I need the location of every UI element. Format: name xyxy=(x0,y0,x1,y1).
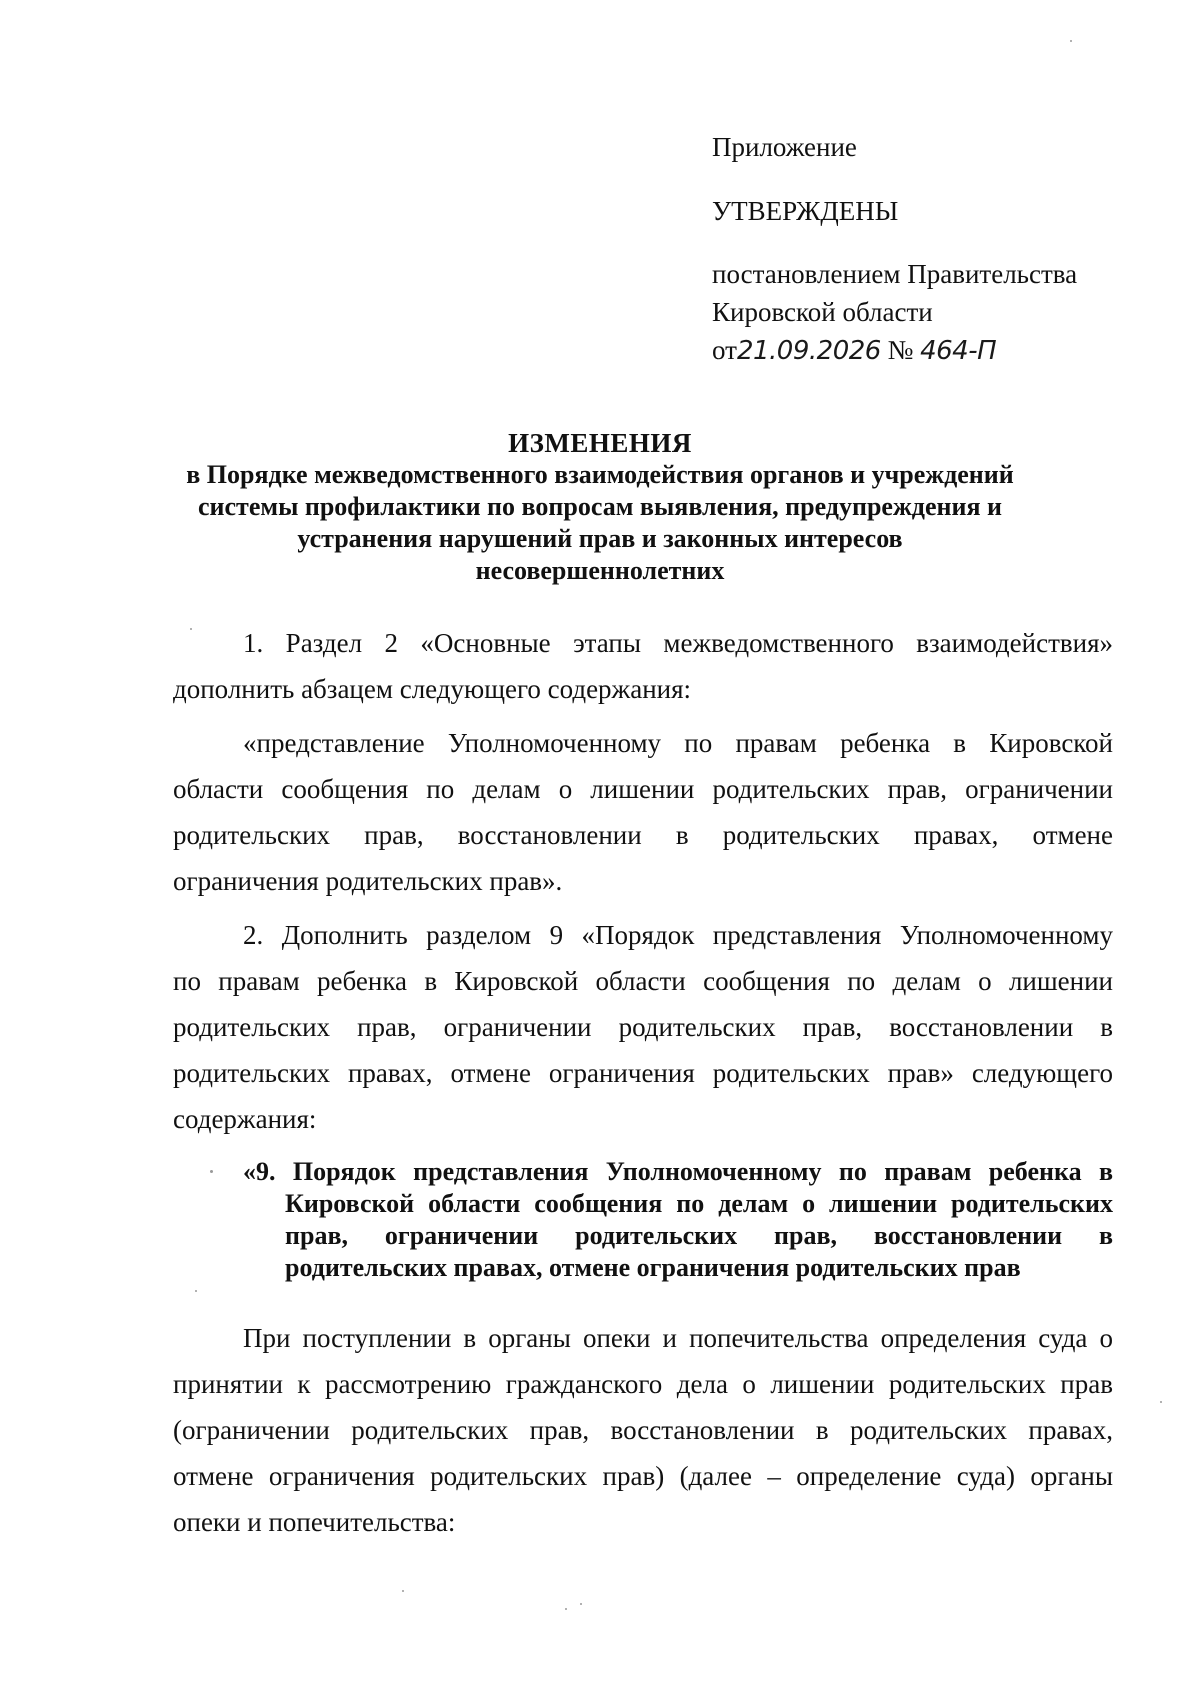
paragraph-2-line: области сообщения по делам о лишении родительских прав, ограничении xyxy=(173,774,1113,804)
document-title xyxy=(150,427,1050,587)
paragraph-1-line: дополнить абзацем следующего содержания: xyxy=(173,674,692,704)
approval-block xyxy=(712,128,1152,370)
paragraph-3-line: родительских прав, ограничении родительских прав, восстановлении в xyxy=(173,1012,1113,1042)
paragraph-2-line: «представление Уполномоченному по правам ребенка в Кировской xyxy=(243,728,1113,758)
title-line-3: устранения нарушений прав и законных интересов xyxy=(297,524,903,553)
scan-speck xyxy=(580,1603,582,1605)
paragraph-4-line: При поступлении в органы опеки и попечительства определения суда о xyxy=(243,1323,1113,1353)
handwritten-number: 464-П xyxy=(920,336,997,366)
paragraph-3-line: содержания: xyxy=(173,1104,317,1134)
title-line-4: несовершеннолетних xyxy=(475,556,725,585)
appendix-label: Приложение xyxy=(712,132,857,162)
section-9-heading-line: «9. Порядок представления Уполномоченному по правам ребенка в xyxy=(243,1157,1113,1186)
scan-speck xyxy=(565,1608,567,1610)
scan-speck xyxy=(402,1590,404,1592)
paragraph-2 xyxy=(173,720,1113,904)
title-main: ИЗМЕНЕНИЯ xyxy=(508,428,692,458)
paragraph-2-line: родительских прав, восстановлении в родительских правах, отмене xyxy=(173,820,1113,850)
paragraph-1-line: 1. Раздел 2 «Основные этапы межведомственного взаимодействия» xyxy=(243,628,1113,658)
paragraph-4-line: отмене ограничения родительских прав) (далее – определение суда) органы xyxy=(173,1461,1113,1491)
paragraph-4-line: (ограничении родительских прав, восстановлении в родительских правах, xyxy=(173,1415,1113,1445)
scan-speck xyxy=(210,1170,213,1173)
paragraph-4-line: принятии к рассмотрению гражданского дела о лишении родительских прав xyxy=(173,1369,1113,1399)
section-9-heading-line: прав, ограничении родительских прав, восстановлении в xyxy=(285,1221,1113,1250)
scan-speck xyxy=(1160,1401,1162,1403)
paragraph-3-line: родительских правах, отмене ограничения родительских прав» следующего xyxy=(173,1058,1113,1088)
paragraph-4 xyxy=(173,1315,1113,1545)
paragraph-1 xyxy=(173,620,1113,712)
title-line-1: в Порядке межведомственного взаимодействия органов и учреждений xyxy=(186,460,1014,489)
handwritten-date: 21.09.2026 xyxy=(736,336,881,366)
scan-speck xyxy=(1070,40,1072,42)
section-9-heading-line: родительских правах, отмене ограничения родительских прав xyxy=(285,1253,1021,1282)
paragraph-3 xyxy=(173,912,1113,1142)
date-prefix: от xyxy=(712,335,737,365)
title-line-2: системы профилактики по вопросам выявления, предупреждения и xyxy=(197,492,1002,521)
decree-line-1: постановлением Правительства xyxy=(712,259,1078,289)
number-sign: № xyxy=(887,335,914,365)
paragraph-3-line: 2. Дополнить разделом 9 «Порядок представления Уполномоченному xyxy=(243,920,1113,950)
section-9-heading-line: Кировской области сообщения по делам о лишении родительских xyxy=(285,1189,1113,1218)
approved-label: УТВЕРЖДЕНЫ xyxy=(712,196,899,226)
decree-line-2: Кировской области xyxy=(712,297,933,327)
scan-speck xyxy=(195,1290,197,1292)
paragraph-4-line: опеки и попечительства: xyxy=(173,1507,456,1537)
decree-date-line xyxy=(712,331,1152,370)
section-9-heading xyxy=(243,1156,1113,1284)
paragraph-3-line: по правам ребенка в Кировской области сообщения по делам о лишении xyxy=(173,966,1113,996)
scan-speck xyxy=(190,628,192,630)
paragraph-2-line: ограничения родительских прав». xyxy=(173,866,563,896)
